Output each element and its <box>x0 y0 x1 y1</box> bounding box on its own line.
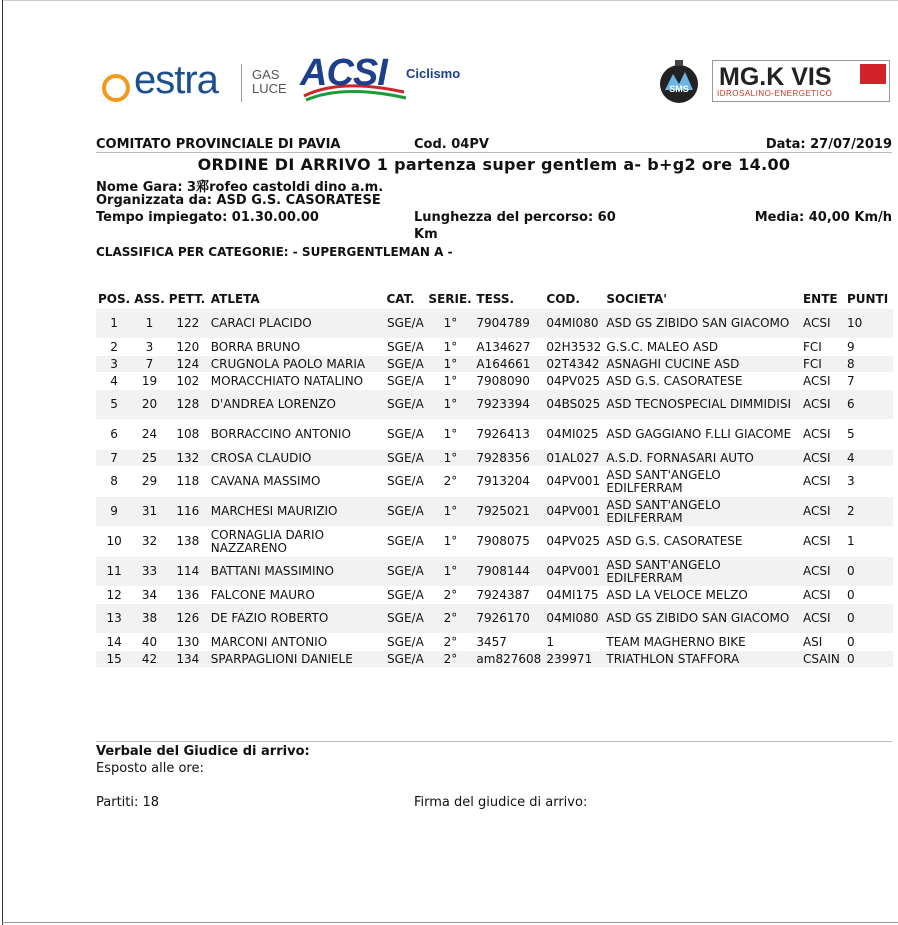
cell-punti: 0 <box>845 651 893 667</box>
cell-ente: ACSI <box>801 527 845 556</box>
route-length-unit: Km <box>414 227 438 242</box>
cell-tess: A164661 <box>474 356 544 372</box>
column-header-atleta: ATLETA <box>210 292 260 306</box>
cell-punti: 7 <box>845 373 893 389</box>
cell-cod: 04PV001 <box>544 497 604 526</box>
cell-societa: ASD SANT'ANGELO EDILFERRAM <box>604 467 801 496</box>
cell-tess: 7923394 <box>474 390 544 419</box>
cell-cat: SGE/A <box>384 467 426 496</box>
cell-pett: 132 <box>167 450 209 466</box>
cell-atleta: D'ANDREA LORENZO <box>209 390 385 419</box>
cell-societa: TRIATHLON STAFFORA <box>604 651 801 667</box>
cell-serie: 2° <box>426 604 474 633</box>
cell-punti: 2 <box>845 497 893 526</box>
cell-pett: 114 <box>167 557 209 586</box>
table-row <box>96 467 893 496</box>
cell-ass: 24 <box>132 420 167 449</box>
classification-category: CLASSIFICA PER CATEGORIE: - SUPERGENTLEMAN A - <box>96 245 453 259</box>
cell-pos: 2 <box>96 339 132 355</box>
cell-societa: ASD LA VELOCE MELZO <box>604 587 801 603</box>
cell-cat: SGE/A <box>384 373 426 389</box>
table-header-row <box>96 290 893 308</box>
cell-ass: 32 <box>132 527 167 556</box>
cell-pett: 122 <box>167 309 209 338</box>
cell-societa: TEAM MAGHERNO BIKE <box>604 634 801 650</box>
cell-cat: SGE/A <box>384 557 426 586</box>
page-title: ORDINE DI ARRIVO 1 partenza super gentlem a- b+g2 ore 14.00 <box>197 155 791 174</box>
cell-ente: ACSI <box>801 309 845 338</box>
cell-societa: ASNAGHI CUCINE ASD <box>604 356 801 372</box>
cell-societa: ASD SANT'ANGELO EDILFERRAM <box>604 497 801 526</box>
cell-cod: 04MI025 <box>544 420 604 449</box>
cell-ass: 34 <box>132 587 167 603</box>
cell-tess: 7904789 <box>474 309 544 338</box>
cell-ass: 29 <box>132 467 167 496</box>
cell-tess: 7908144 <box>474 557 544 586</box>
page-border-left <box>2 0 3 925</box>
cell-cat: SGE/A <box>384 497 426 526</box>
cell-cat: SGE/A <box>384 339 426 355</box>
cell-societa: ASD SANT'ANGELO EDILFERRAM <box>604 557 801 586</box>
cell-cod: 04PV001 <box>544 467 604 496</box>
cell-serie: 1° <box>426 497 474 526</box>
table-row <box>96 604 893 633</box>
cell-punti: 3 <box>845 467 893 496</box>
mgk-flag-icon <box>860 64 886 84</box>
cell-societa: A.S.D. FORNASARI AUTO <box>604 450 801 466</box>
column-header-cod: COD. <box>546 292 580 306</box>
column-header-tess: TESS. <box>476 292 515 306</box>
average-speed: Media: 40,00 Km/h <box>754 210 892 225</box>
cell-cat: SGE/A <box>384 356 426 372</box>
cell-pett: 130 <box>167 634 209 650</box>
sponsor-logos: estra GAS LUCE ACSI Ciclismo SMS MG.K VIS IDROSALINO-ENERGETICO <box>100 52 895 108</box>
cell-serie: 1° <box>426 450 474 466</box>
cell-ass: 25 <box>132 450 167 466</box>
cell-pos: 7 <box>96 450 132 466</box>
cell-atleta: MORACCHIATO NATALINO <box>209 373 385 389</box>
cell-cat: SGE/A <box>384 587 426 603</box>
cell-pett: 128 <box>167 390 209 419</box>
cell-cod: 04PV025 <box>544 527 604 556</box>
cell-pos: 5 <box>96 390 132 419</box>
cell-atleta: MARCONI ANTONIO <box>209 634 385 650</box>
cell-pett: 120 <box>167 339 209 355</box>
cell-cat: SGE/A <box>384 450 426 466</box>
table-row <box>96 587 893 603</box>
cell-tess: 7924387 <box>474 587 544 603</box>
cell-pett: 118 <box>167 467 209 496</box>
table-row <box>96 339 893 355</box>
cell-atleta: BORRACCINO ANTONIO <box>209 420 385 449</box>
cell-atleta: BATTANI MASSIMINO <box>209 557 385 586</box>
table-row <box>96 390 893 419</box>
cell-atleta: CAVANA MASSIMO <box>209 467 385 496</box>
cell-tess: 7908075 <box>474 527 544 556</box>
cell-ente: ACSI <box>801 557 845 586</box>
gas-luce-logo: GAS LUCE <box>252 67 287 96</box>
cell-tess: 7926413 <box>474 420 544 449</box>
cell-cod: 04MI080 <box>544 309 604 338</box>
cell-tess: 7926170 <box>474 604 544 633</box>
race-date: Data: 27/07/2019 <box>765 137 892 152</box>
table-row <box>96 450 893 466</box>
starters-count: Partiti: 18 <box>96 795 160 810</box>
cell-tess: 7925021 <box>474 497 544 526</box>
table-row <box>96 497 893 526</box>
cell-ente: ACSI <box>801 420 845 449</box>
cell-ente: CSAIN <box>801 651 845 667</box>
cell-cod: 01AL027 <box>544 450 604 466</box>
estra-swirl-icon <box>102 74 130 102</box>
cell-punti: 8 <box>845 356 893 372</box>
table-row <box>96 356 893 372</box>
cell-atleta: BORRA BRUNO <box>209 339 385 355</box>
cell-pos: 9 <box>96 497 132 526</box>
cell-tess: A134627 <box>474 339 544 355</box>
cell-serie: 1° <box>426 527 474 556</box>
cell-pos: 1 <box>96 309 132 338</box>
cell-ass: 19 <box>132 373 167 389</box>
cell-punti: 9 <box>845 339 893 355</box>
cell-atleta: MARCHESI MAURIZIO <box>209 497 385 526</box>
cell-atleta: CORNAGLIA DARIO NAZZARENO <box>209 527 385 556</box>
cell-punti: 10 <box>845 309 893 338</box>
cell-cat: SGE/A <box>384 604 426 633</box>
cell-societa: ASD GS ZIBIDO SAN GIACOMO <box>604 604 801 633</box>
cell-tess: am827608 <box>474 651 544 667</box>
cell-pett: 124 <box>167 356 209 372</box>
cell-societa: ASD GAGGIANO F.LLI GIACOME <box>604 420 801 449</box>
cell-pos: 11 <box>96 557 132 586</box>
sms-logo <box>655 56 703 106</box>
cell-atleta: FALCONE MAURO <box>209 587 385 603</box>
cell-serie: 1° <box>426 420 474 449</box>
cell-cod: 1 <box>544 634 604 650</box>
column-header-ass: ASS. <box>134 292 165 306</box>
cell-serie: 2° <box>426 634 474 650</box>
cell-punti: 6 <box>845 390 893 419</box>
cell-ass: 33 <box>132 557 167 586</box>
cell-pos: 3 <box>96 356 132 372</box>
cell-societa: ASD GS ZIBIDO SAN GIACOMO <box>604 309 801 338</box>
organizer: Organizzata da: ASD G.S. CASORATESE <box>96 193 381 208</box>
cell-ente: ACSI <box>801 450 845 466</box>
cell-serie: 1° <box>426 309 474 338</box>
cell-cat: SGE/A <box>384 390 426 419</box>
cell-ente: ACSI <box>801 604 845 633</box>
footer-divider <box>96 741 892 742</box>
table-row <box>96 634 893 650</box>
cell-tess: 3457 <box>474 634 544 650</box>
table-row <box>96 420 893 449</box>
cell-cod: 02T4342 <box>544 356 604 372</box>
results-table <box>96 289 893 668</box>
cell-punti: 0 <box>845 634 893 650</box>
cell-pett: 108 <box>167 420 209 449</box>
column-header-serie: SERIE. <box>428 292 472 306</box>
cell-pos: 10 <box>96 527 132 556</box>
cell-pett: 126 <box>167 604 209 633</box>
column-header-ente: ENTE <box>802 292 838 306</box>
elapsed-time: Tempo impiegato: 01.30.00.00 <box>96 210 319 225</box>
cell-societa: G.S.C. MALEO ASD <box>604 339 801 355</box>
cell-ente: ACSI <box>801 587 845 603</box>
cell-serie: 1° <box>426 390 474 419</box>
header-divider <box>96 152 892 153</box>
cell-cat: SGE/A <box>384 420 426 449</box>
cell-punti: 0 <box>845 587 893 603</box>
cell-ass: 3 <box>132 339 167 355</box>
column-header-pett: PETT. <box>168 292 206 306</box>
cell-pett: 138 <box>167 527 209 556</box>
cell-societa: ASD G.S. CASORATESE <box>604 373 801 389</box>
cell-serie: 2° <box>426 651 474 667</box>
cell-cod: 02H3532 <box>544 339 604 355</box>
cell-tess: 7913204 <box>474 467 544 496</box>
cell-serie: 1° <box>426 339 474 355</box>
judge-signature-label: Firma del giudice di arrivo: <box>414 795 588 810</box>
cell-pett: 116 <box>167 497 209 526</box>
cell-tess: 7908090 <box>474 373 544 389</box>
cell-atleta: CRUGNOLA PAOLO MARIA <box>209 356 385 372</box>
cell-cod: 04MI175 <box>544 587 604 603</box>
cell-ente: ACSI <box>801 497 845 526</box>
cell-ass: 7 <box>132 356 167 372</box>
judge-report-heading: Verbale del Giudice di arrivo: <box>96 744 310 759</box>
cell-ass: 38 <box>132 604 167 633</box>
cell-punti: 0 <box>845 557 893 586</box>
cell-tess: 7928356 <box>474 450 544 466</box>
cell-serie: 1° <box>426 356 474 372</box>
cell-pos: 13 <box>96 604 132 633</box>
cell-atleta: CROSA CLAUDIO <box>209 450 385 466</box>
cell-atleta: SPARPAGLIONI DANIELE <box>209 651 385 667</box>
cell-punti: 0 <box>845 604 893 633</box>
cell-cod: 239971 <box>544 651 604 667</box>
cell-cat: SGE/A <box>384 634 426 650</box>
cell-atleta: DE FAZIO ROBERTO <box>209 604 385 633</box>
cell-ass: 31 <box>132 497 167 526</box>
cell-pett: 134 <box>167 651 209 667</box>
cell-ass: 1 <box>132 309 167 338</box>
table-row <box>96 527 893 556</box>
cell-cod: 04PV001 <box>544 557 604 586</box>
cell-pos: 12 <box>96 587 132 603</box>
cell-societa: ASD G.S. CASORATESE <box>604 527 801 556</box>
cell-punti: 4 <box>845 450 893 466</box>
page-border-top <box>2 0 898 1</box>
cell-ass: 42 <box>132 651 167 667</box>
cell-cat: SGE/A <box>384 527 426 556</box>
page-border-bottom <box>2 922 898 923</box>
mgk-vis-logo: MG.K VIS IDROSALINO-ENERGETICO <box>712 60 890 102</box>
committee-code: Cod. 04PV <box>414 137 489 152</box>
cell-pos: 4 <box>96 373 132 389</box>
cell-cod: 04BS025 <box>544 390 604 419</box>
column-header-punti: PUNTI <box>846 292 889 306</box>
table-row <box>96 557 893 586</box>
cell-serie: 2° <box>426 587 474 603</box>
column-header-cat: CAT. <box>386 292 415 306</box>
cell-atleta: CARACI PLACIDO <box>209 309 385 338</box>
cell-cod: 04PV025 <box>544 373 604 389</box>
cell-pos: 8 <box>96 467 132 496</box>
posted-at-label: Esposto alle ore: <box>96 761 204 776</box>
cell-punti: 5 <box>845 420 893 449</box>
cell-pos: 14 <box>96 634 132 650</box>
table-row <box>96 309 893 338</box>
cell-cat: SGE/A <box>384 309 426 338</box>
cell-cat: SGE/A <box>384 651 426 667</box>
cell-pos: 6 <box>96 420 132 449</box>
cell-pett: 136 <box>167 587 209 603</box>
logo-separator <box>241 64 242 102</box>
table-row <box>96 651 893 667</box>
cell-ente: FCI <box>801 339 845 355</box>
cell-pos: 15 <box>96 651 132 667</box>
cell-ente: ASI <box>801 634 845 650</box>
cell-ass: 40 <box>132 634 167 650</box>
cell-ass: 20 <box>132 390 167 419</box>
cell-ente: ACSI <box>801 390 845 419</box>
cell-societa: ASD TECNOSPECIAL DIMMIDISI <box>604 390 801 419</box>
svg-text:SMS: SMS <box>669 84 689 94</box>
column-header-pos: POS. <box>98 292 131 306</box>
route-length: Lunghezza del percorso: 60 <box>414 210 616 225</box>
race-name: Nome Gara: 3䣋rofeo castoldi dino a.m. <box>96 180 384 195</box>
cell-ente: ACSI <box>801 373 845 389</box>
cell-serie: 1° <box>426 557 474 586</box>
cell-ente: ACSI <box>801 467 845 496</box>
cell-serie: 2° <box>426 467 474 496</box>
acsi-ciclismo-logo: ACSI Ciclismo <box>300 52 468 108</box>
cell-cod: 04MI080 <box>544 604 604 633</box>
cell-ente: FCI <box>801 356 845 372</box>
cell-pett: 102 <box>167 373 209 389</box>
table-row <box>96 373 893 389</box>
cell-punti: 1 <box>845 527 893 556</box>
cell-serie: 1° <box>426 373 474 389</box>
committee-name: COMITATO PROVINCIALE DI PAVIA <box>96 137 341 152</box>
column-header-societa: SOCIETA' <box>606 292 667 306</box>
